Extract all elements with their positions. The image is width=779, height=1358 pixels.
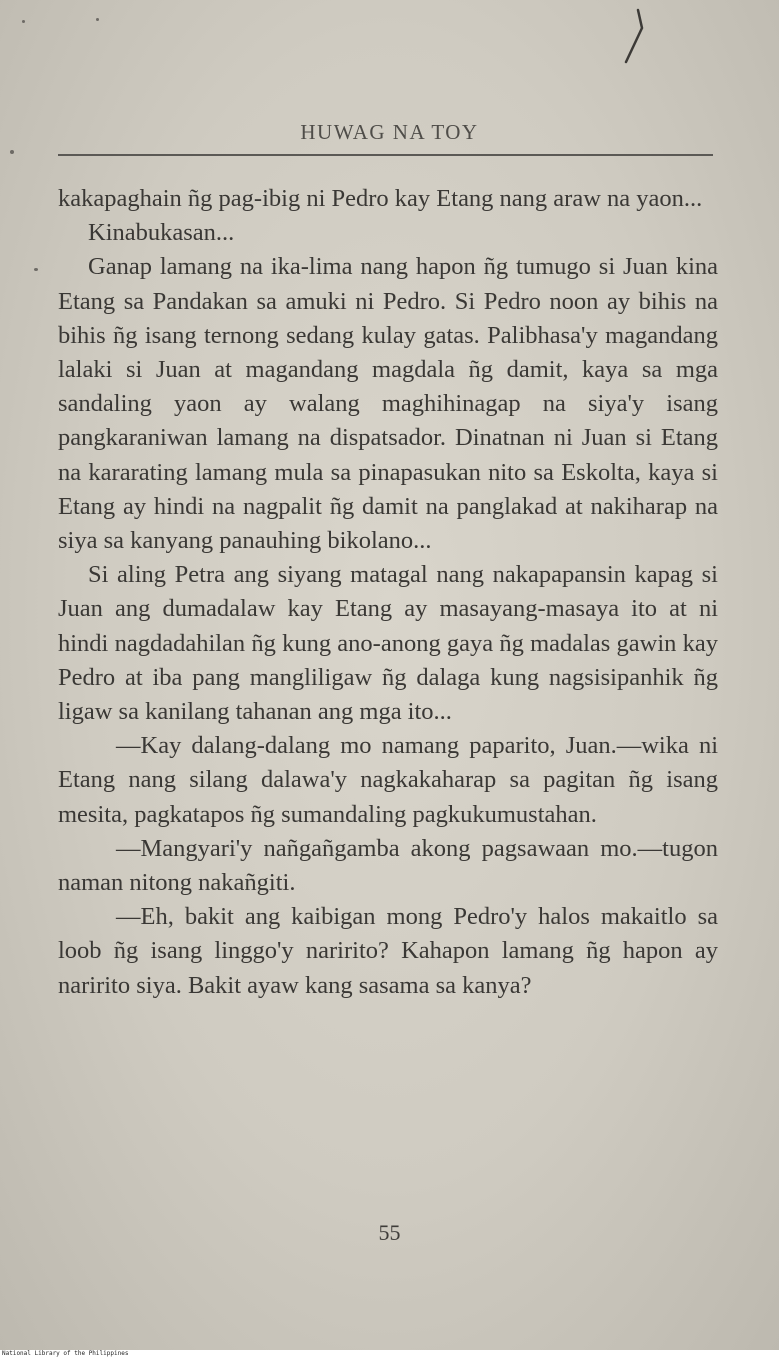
paper-speck	[96, 18, 99, 21]
header-rule	[58, 154, 713, 156]
paragraph-4: Si aling Petra ang siyang matagal nang nakapapansin kapag si Juan ang dumadalaw kay Etang ay masayang-masaya ito at ni hindi nagdadahilan ñg kung ano-anong gaya ñg madalas gawin kay Pedro at iba pang mangliligaw ñg dalaga kung nagsisipanhik ñg ligaw sa kanilang tahanan ang mga ito...	[58, 561, 718, 726]
paper-speck	[34, 268, 38, 271]
paragraph-5: —Kay dalang-dalang mo namang paparito, Juan.—wika ni Etang nang silang dalawa'y nagkakaharap sa pagitan ñg isang mesita, pagkatapos ñg sumandaling pagkukumustahan.	[58, 732, 718, 828]
paragraph-2: Kinabukasan...	[88, 219, 235, 247]
paper-speck	[22, 20, 25, 23]
paper-speck	[10, 150, 14, 154]
library-credit: National Library of the Philippines	[0, 1350, 779, 1358]
body-text	[58, 182, 718, 1003]
running-header: HUWAG NA TOY	[300, 120, 479, 144]
paragraph-6: —Mangyari'y nañgañgamba akong pagsawaan mo.—tugon naman nitong nakañgiti.	[58, 834, 718, 897]
paragraph-3: Ganap lamang na ika-lima nang hapon ñg tumugo si Juan kina Etang sa Pandakan sa amuki ni Pedro. Si Pedro noon ay bihis na bihis ñg isang ternong sedang kulay gatas. Palibhasa'y magandang lalaki si Juan at magandang magdala ñg damit, kaya sa mga sandaling yaon ay walang maghihinagap na siya'y isang pangkaraniwan lamang na dispatsador. Dinatnan ni Juan si Etang na kararating lamang mula sa pinapasukan nito sa Eskolta, kaya si Etang ay hindi na nagpalit ñg damit na panglakad at nakiharap na siya sa kanyang panauhing bikolano...	[58, 253, 718, 555]
paragraph-7: —Eh, bakit ang kaibigan mong Pedro'y halos makaitlo sa loob ñg isang linggo'y naririto? Kahapon lamang ñg hapon ay naririto siya. Bakit ayaw kang sasama sa kanya?	[58, 903, 718, 999]
page-number: 55	[378, 1220, 401, 1245]
paragraph-1: kakapaghain ñg pag-ibig ni Pedro kay Etang nang araw na yaon...	[58, 185, 703, 212]
ink-mark-icon	[612, 6, 652, 66]
